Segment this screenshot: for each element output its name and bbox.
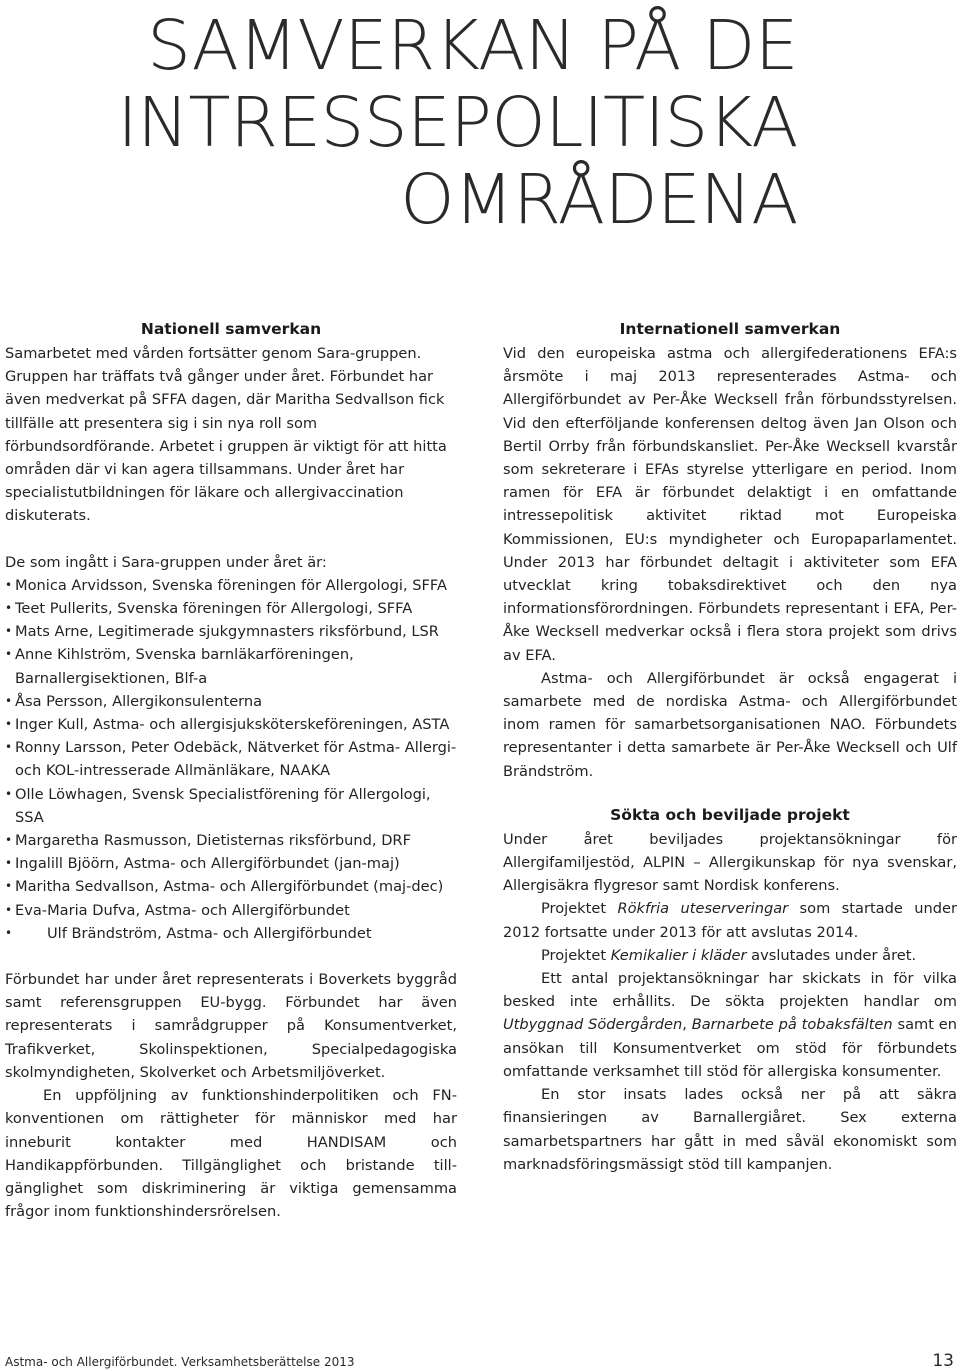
page-number: 13	[932, 1351, 954, 1371]
text-segment: samt en ansökan till Konsumentverket om stöd för förbundets omfattande verksamhet till stöd för allergiska konsumenter.	[503, 1016, 958, 1080]
title-line-3: OMRÅDENA	[400, 160, 798, 240]
paragraph-rokfria	[503, 897, 957, 943]
project-name: Barnarbete på tobaksfälten	[691, 1016, 893, 1034]
paragraph-sara-gruppen: Samarbetet med vården fortsätter genom Sara-gruppen. Gruppen har träffats två gånger under året. Förbundet har även medverkat på SFFA dagen, där Maritha Sedvallson fick tillfälle att presentera sig i sin nya roll som förbundsordförande. Arbetet i gruppen är viktigt för att hitta områden där vi kan agera tillsammans. Under året har specialistutbildningen för läkare och allergivaccination diskuterats.	[5, 345, 447, 525]
project-name: Rökfria uteserveringar	[617, 900, 789, 918]
heading-nationell-samverkan: Nationell samverkan	[140, 320, 322, 338]
footer-publication: Astma- och Allergiförbundet. Verksamhetsberättelse 2013	[5, 1355, 355, 1369]
paragraph-boverket: Förbundet har under året representerats i Boverkets byggråd samt referensgruppen EU-bygg. Förbundet har även representerats i samrådgrupper på Konsumentverket, Trafikverket, Skolinspektionen, Specialpedagogiska skolmyndigheten, Skolverket och Arbetsmiljöverket.	[5, 971, 457, 1081]
text-segment: Projektet	[541, 946, 611, 964]
paragraph-beviljade: Under året beviljades projektansökningar för Allergifamiljestöd, ALPIN – Allergikunskap för nya svenskar, Allergisäkra flygresor samt Nordisk konferens.	[503, 830, 957, 895]
list-item: • Inger Kull, Astma- och allergisjuksköterskeföreningen, ASTA	[5, 713, 457, 736]
list-item: • Ulf Brändström, Astma- och Allergiförbundet	[5, 922, 457, 945]
list-item: • Teet Pullerits, Svenska föreningen för Allergologi, SFFA	[5, 597, 457, 620]
list-item: • Mats Arne, Legitimerade sjukgymnasters riksförbund, LSR	[5, 620, 457, 643]
text-segment: ,	[682, 1016, 692, 1034]
project-name: Kemikalier i kläder	[610, 946, 747, 964]
paragraph-efa: Vid den europeiska astma och allergifederationens EFA:s årsmöte i maj 2013 representerades Astma- och Allergiförbundet av Per-Åke Wecksell från förbundsstyrelsen. Vid den efterföljande konferensen deltog även Jan Olson och Bertil Orrby från förbundskansliet. Per-Åke Wecksell kvarstår som sekreterare i EFAs styrelse ytterligare en period. Inom ramen för EFA är förbundet delaktigt i en omfattande intressepolitisk aktivitet riktad mot Europeiska Kommissionen, EU:s myndigheter och Europaparlamentet. Under 2013 har förbundet deltagit i aktiviteter som EFA utvecklat kring tobaksdirektivet och den nya informationsförordningen. Förbundets representant i EFA, Per-Åke Wecksell medverkar också i flera stora projekt som drivs av EFA.	[503, 345, 957, 664]
text-segment: Ett antal projektansökningar har skickats in för vilka besked inte erhållits. De sökta projekten handlar om	[503, 970, 957, 1011]
list-item: • Ingalill Bjöörn, Astma- och Allergiförbundet (jan-maj)	[5, 852, 457, 875]
paragraph-ansokningar	[503, 967, 957, 1083]
heading-sokta-projekt: Sökta och beviljade projekt	[610, 805, 850, 824]
heading-internationell-samverkan: Internationell samverkan	[619, 320, 841, 338]
text-segment: Projektet	[541, 900, 618, 918]
list-item: • Olle Löwhagen, Svensk Specialistförening för Allergologi, SSA	[5, 783, 457, 829]
list-item: • Monica Arvidsson, Svenska föreningen för Allergologi, SFFA	[5, 574, 457, 597]
text-segment: avslutades under året.	[746, 946, 917, 964]
paragraph-barnallergiaret: En stor insats lades också ner på att säkra finansieringen av Barnallergiåret. Sex externa samarbetspartners har gått in med såväl ekonomiskt som marknadsföringsmässigt stöd till kampanjen.	[503, 1086, 957, 1173]
list-item: • Anne Kihlström, Svenska barnläkarföreningen, Barnallergisektionen, Blf-a	[5, 643, 457, 689]
right-column	[503, 318, 957, 1176]
members-list	[5, 574, 457, 945]
title-line-2: INTRESSEPOLITISKA	[117, 83, 798, 163]
list-item: • Margaretha Rasmusson, Dietisternas riksförbund, DRF	[5, 829, 457, 852]
paragraph-funktionshinder: En uppföljning av funktionshinderpolitiken och FN-konventionen om rättigheter för människor med har inneburit kontakter med HANDISAM och Handikappförbunden. Tillgänglighet och bristande till-gänglighet som diskriminering är viktiga gemensamma frågor inom funktionshindersrörelsen.	[5, 1087, 457, 1221]
list-item: • Ronny Larsson, Peter Odebäck, Nätverket för Astma- Allergi- och KOL-intresserade Allmänläkare, NAAKA	[5, 736, 457, 782]
project-name: Utbyggnad Södergården	[503, 1016, 683, 1034]
paragraph-nao: Astma- och Allergiförbundet är också engagerat i samarbete med de nordiska Astma- och Allergiförbundet inom ramen för samarbetsorganisationen NAO. Förbundets representanter i detta samarbete är Per-Åke Wecksell och Ulf Brändström.	[503, 669, 957, 780]
list-item: • Maritha Sedvallson, Astma- och Allergiförbundet (maj-dec)	[5, 875, 457, 898]
list-item: • Eva-Maria Dufva, Astma- och Allergiförbundet	[5, 899, 457, 922]
title-line-1: SAMVERKAN PÅ DE	[147, 6, 798, 86]
text-segment: som startade under 2012 fortsatte under 2013 för att avslutas 2014.	[503, 900, 957, 941]
members-intro: De som ingått i Sara-gruppen under året är:	[5, 553, 327, 571]
page-title	[117, 8, 798, 239]
left-column	[5, 318, 457, 1223]
list-item: • Åsa Persson, Allergikonsulenterna	[5, 690, 457, 713]
paragraph-kemikalier	[503, 944, 957, 967]
